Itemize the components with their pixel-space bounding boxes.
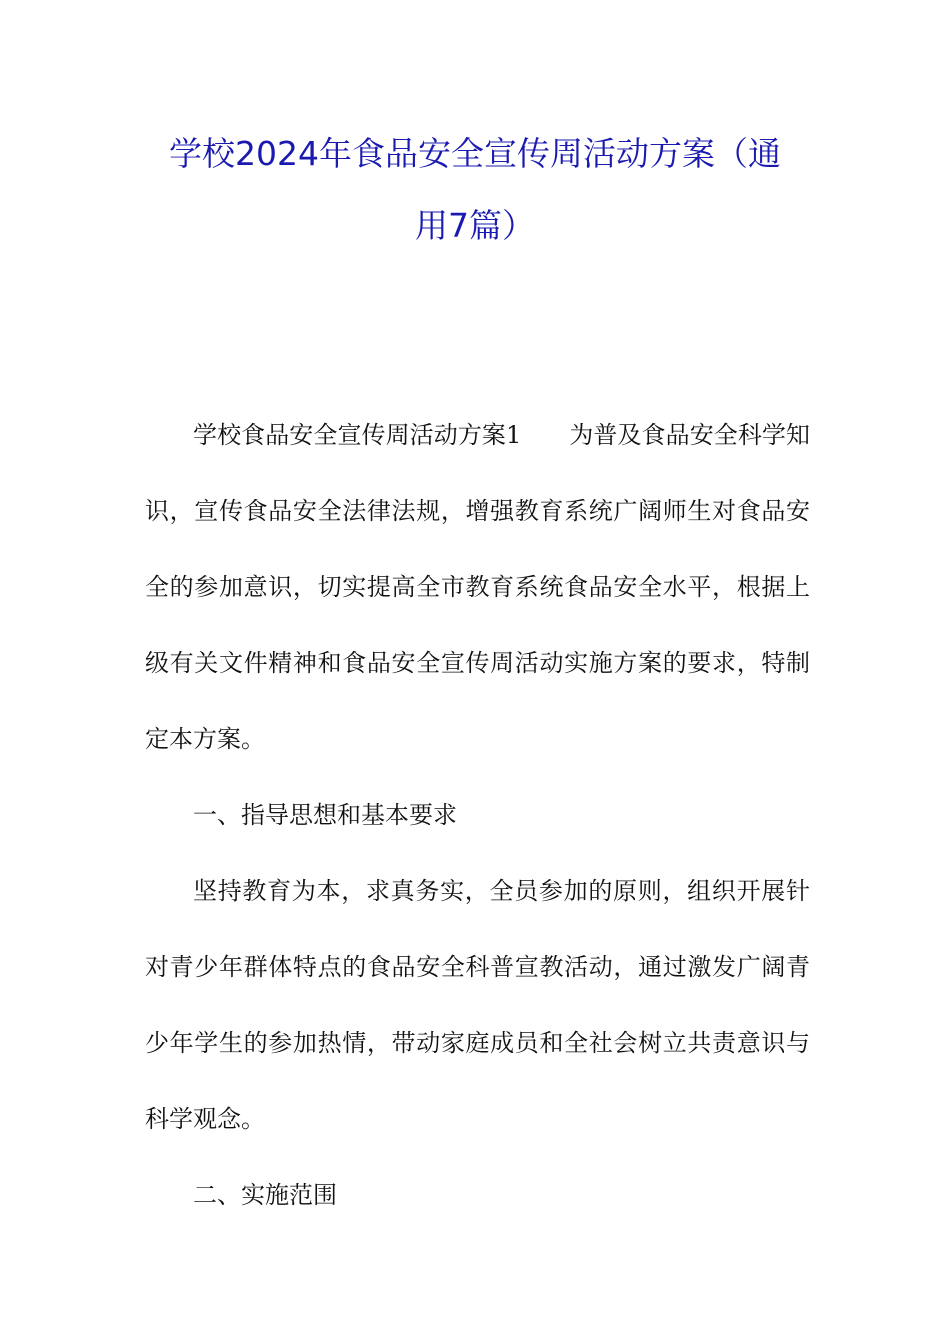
- section-heading-2: 二、实施范围: [193, 1181, 337, 1209]
- document-title-line-2: 用7篇）: [415, 206, 535, 245]
- section-heading-1: 一、指导思想和基本要求: [193, 801, 457, 829]
- document-title-line-1: 学校2024年食品安全宣传周活动方案（通: [169, 134, 781, 173]
- intro-paragraph: [145, 397, 810, 777]
- intro-paragraph-text: 为普及食品安全科学知识，宣传食品安全法律法规，增强教育系统广阔师生对食品安全的参加意识，切实提高全市教育系统食品安全水平，根据上级有关文件精神和食品安全宣传周活动实施方案的要求，特制定本方案。: [145, 421, 810, 753]
- plan-subtitle: 学校食品安全宣传周活动方案1: [193, 421, 522, 449]
- guiding-principles-paragraph: 坚持教育为本，求真务实，全员参加的原则，组织开展针对青少年群体特点的食品安全科普宣教活动，通过激发广阔青少年学生的参加热情，带动家庭成员和全社会树立共责意识与科学观念。: [145, 877, 810, 1133]
